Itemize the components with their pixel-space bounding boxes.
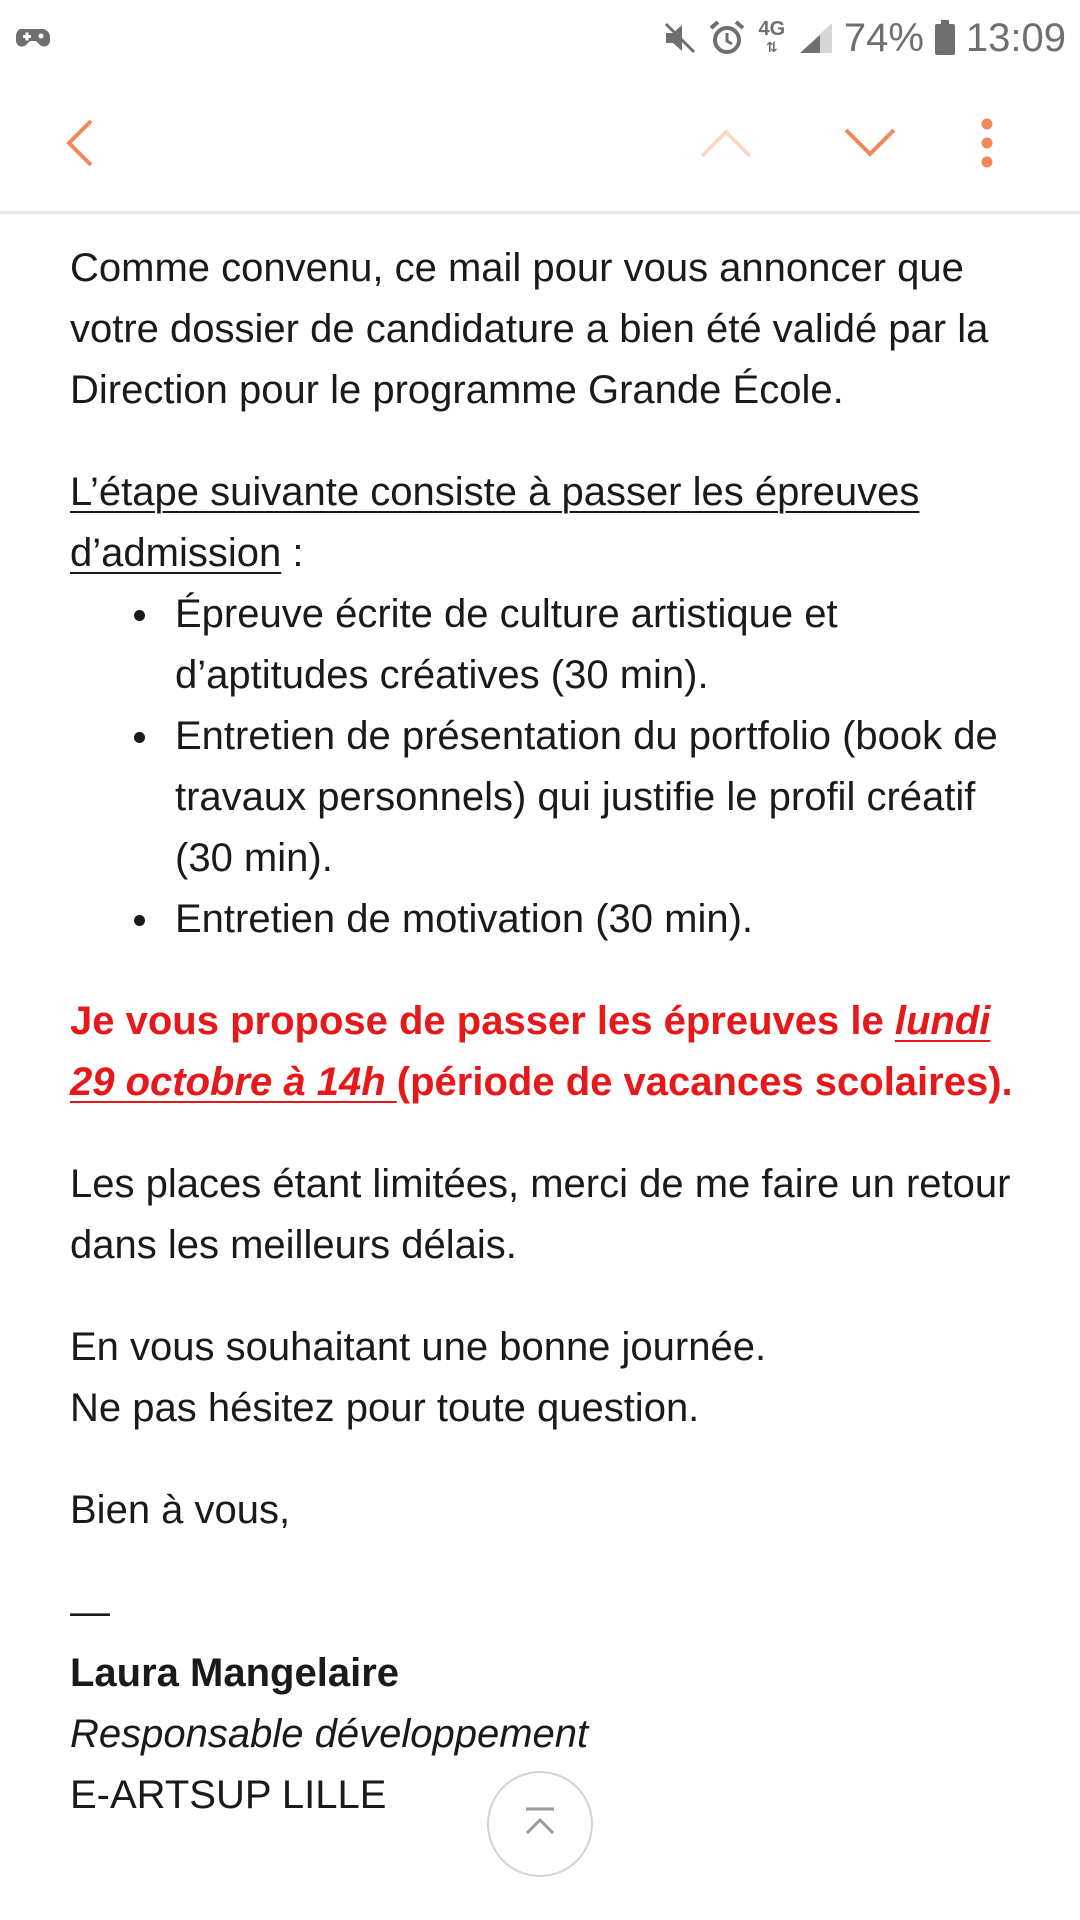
signature-name: Laura Mangelaire — [70, 1651, 400, 1695]
back-button[interactable] — [20, 76, 140, 214]
more-options-icon — [980, 117, 994, 174]
signal-icon — [798, 21, 834, 55]
proposal-suffix: (période de vacances scolaires). — [396, 1060, 1013, 1104]
network-4g-icon: 4G ⇅ — [758, 18, 786, 55]
clock: 13:09 — [965, 15, 1066, 60]
email-body — [70, 238, 1020, 1826]
battery-percent: 74% — [843, 15, 924, 60]
back-arrow-icon — [63, 117, 97, 174]
scroll-to-top-icon — [520, 1805, 560, 1844]
status-bar — [0, 0, 1080, 76]
steps-heading-text: L’étape suivante consiste à passer les épreuves d’admission — [70, 470, 920, 575]
list-item: Entretien de présentation du portfolio (book de travaux personnels) qui justifie le profil créatif (30 min). — [70, 706, 1020, 889]
exam-proposal — [70, 991, 1020, 1113]
exam-date-link[interactable]: lundi 29 octobre à 14h — [70, 999, 991, 1104]
previous-message-icon — [699, 127, 753, 164]
mute-icon — [662, 20, 698, 56]
previous-message-button[interactable] — [666, 76, 786, 214]
steps-heading — [70, 462, 1020, 584]
steps-heading-suffix: : — [281, 531, 304, 575]
more-options-button[interactable] — [927, 76, 1047, 214]
sign-off: Bien à vous, — [70, 1488, 291, 1532]
game-controller-icon — [14, 21, 54, 55]
places-paragraph: Les places étant limitées, merci de me faire un retour dans les meilleurs délais. — [70, 1162, 1011, 1267]
signature-role: Responsable développement — [70, 1712, 589, 1756]
admission-steps-list — [70, 584, 1020, 950]
closing-line: En vous souhaitant une bonne journée. — [70, 1325, 767, 1369]
signature-separator: — — [70, 1590, 110, 1634]
scroll-to-top-button[interactable] — [487, 1771, 593, 1877]
mail-toolbar — [0, 76, 1080, 214]
battery-icon — [934, 20, 956, 56]
proposal-prefix: Je vous propose de passer les épreuves le — [70, 999, 895, 1043]
list-item: Entretien de motivation (30 min). — [70, 889, 1020, 950]
list-item: Épreuve écrite de culture artistique et d’aptitudes créatives (30 min). — [70, 584, 1020, 706]
alarm-icon — [708, 19, 746, 57]
closing-line: Ne pas hésitez pour toute question. — [70, 1386, 700, 1430]
signature-organization: E-ARTSUP LILLE — [70, 1773, 387, 1817]
intro-paragraph: Comme convenu, ce mail pour vous annoncer que votre dossier de candidature a bien été validé par la Direction pour le programme Grande École. — [70, 246, 989, 412]
next-message-button[interactable] — [810, 76, 930, 214]
next-message-icon — [843, 127, 897, 164]
